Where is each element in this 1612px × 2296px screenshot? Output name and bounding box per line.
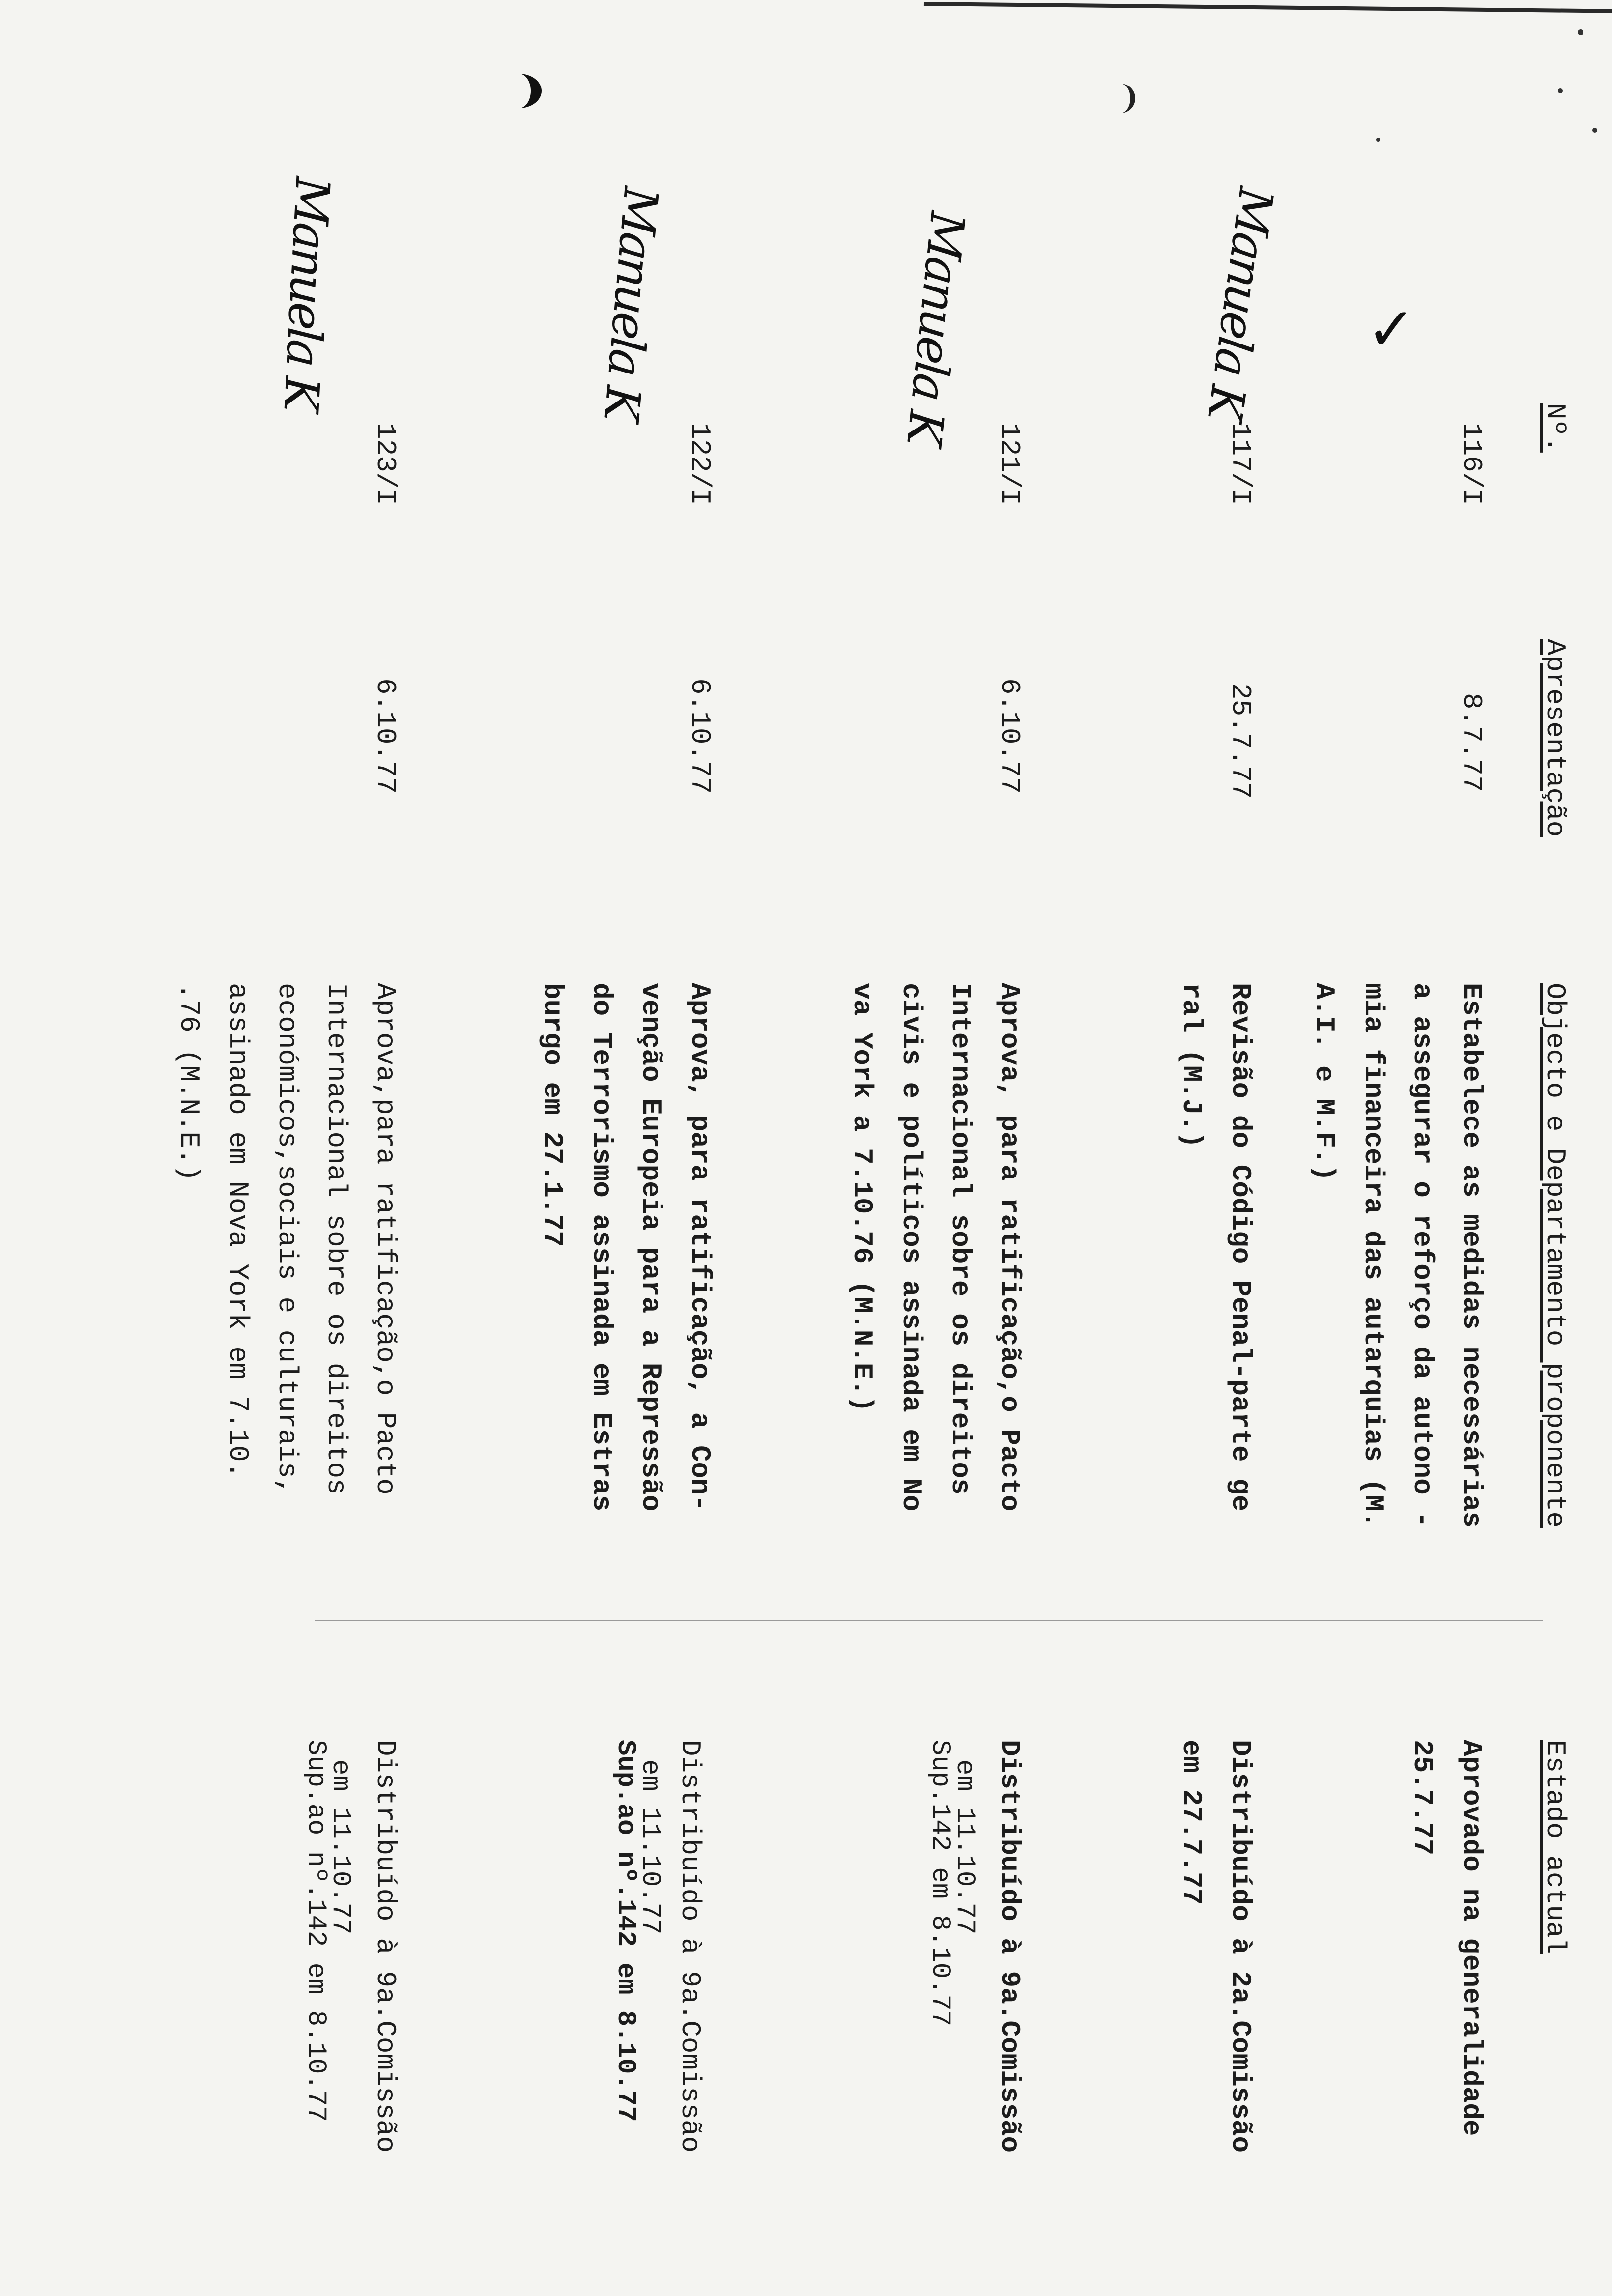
row-116-estado-1: Aprovado na generalidade: [1456, 1740, 1487, 2136]
row-122-estado-1: Distribuído à 9a.Comissão: [674, 1740, 706, 2153]
row-121-numero: 121/I: [994, 423, 1025, 506]
header-estado: Estado actual: [1539, 1740, 1571, 1954]
row-123-objecto-2: Internacional sobre os direitos: [320, 983, 352, 1495]
row-122-estado-2: em 11.10.77: [635, 1759, 665, 1935]
row-122-objecto-2: venção Europeia para a Repressão: [635, 983, 666, 1512]
row-117-objecto-2: ral (M.J.): [1176, 983, 1207, 1148]
row-122-data: 6.10.77: [684, 678, 716, 794]
header-apresentacao: Apresentação: [1539, 639, 1571, 837]
row-121-objecto-3: civis e políticos assinada em No: [895, 983, 927, 1512]
row-121-objecto-2: Internacional sobre os direitos: [945, 983, 976, 1495]
header-numero: Nº.: [1539, 403, 1571, 453]
checkmark-icon: ✓: [1366, 295, 1416, 364]
row-116-objecto-1: Estabelece as medidas necessárias: [1456, 983, 1487, 1528]
row-122-objecto-4: burgo em 27.1.77: [537, 983, 568, 1247]
row-117-objecto-1: Revisão do Código Penal-parte ge: [1225, 983, 1256, 1512]
row-116-numero: 116/I: [1456, 423, 1487, 506]
row-123-estado-1: Distribuído à 9a.Comissão: [370, 1740, 401, 2153]
row-123-objecto-4: assinado em Nova York em 7.10.: [222, 983, 254, 1479]
row-122-rubrica: Manuela K: [593, 185, 669, 421]
row-122-estado-3: Sup.ao nº.142 em 8.10.77: [610, 1740, 640, 2122]
row-121-estado-3: Sup.142 em 8.10.77: [925, 1740, 955, 2027]
row-117-numero: 117/I: [1225, 423, 1256, 506]
row-117-data: 25.7.77: [1225, 683, 1256, 799]
row-116-data: 8.7.77: [1456, 693, 1487, 792]
row-116-objecto-2: a assegurar o reforço da autono -: [1407, 983, 1438, 1528]
row-117-estado-2: em 27.7.77: [1176, 1740, 1207, 1905]
row-121-objecto-4: va York a 7.10.76 (M.N.E.): [846, 983, 878, 1412]
row-123-data: 6.10.77: [370, 678, 401, 794]
row-123-objecto-3: económicos,sociais e culturais,: [271, 983, 303, 1495]
row-121-estado-1: Distribuído à 9a.Comissão: [994, 1740, 1025, 2153]
row-121-estado-2: em 11.10.77: [950, 1759, 979, 1935]
row-122-objecto-1: Aprova, para ratificação, a Con-: [684, 983, 716, 1512]
row-117-rubrica: Manuela K: [1197, 184, 1284, 422]
row-121-data: 6.10.77: [994, 678, 1025, 794]
row-121-objecto-1: Aprova, para ratificação,o Pacto: [994, 983, 1025, 1512]
row-123-estado-3: Sup.ao nº.142 em 8.10.77: [301, 1740, 331, 2122]
row-123-objecto-5: .76 (M.N.E.): [173, 983, 204, 1181]
row-116-objecto-3: mia financeira das autarquias (M.: [1357, 983, 1389, 1528]
row-117-estado-1: Distribuído à 2a.Comissão: [1225, 1740, 1256, 2153]
header-objecto: Objecto e Departamento proponente: [1539, 983, 1571, 1528]
row-122-objecto-3: do Terrorismo assinada em Estras: [586, 983, 617, 1512]
row-116-estado-2: 25.7.77: [1407, 1740, 1438, 1856]
row-123-numero: 123/I: [370, 423, 401, 506]
row-121-rubrica: Manuela K: [896, 209, 976, 446]
row-122-numero: 122/I: [684, 423, 716, 506]
row-123-estado-2: em 11.10.77: [325, 1759, 355, 1935]
row-123-objecto-1: Aprova,para ratificação,o Pacto: [370, 983, 401, 1495]
row-123-rubrica: Manuela K: [273, 175, 341, 410]
row-116-objecto-4: A.I. e M.F.): [1308, 983, 1340, 1181]
